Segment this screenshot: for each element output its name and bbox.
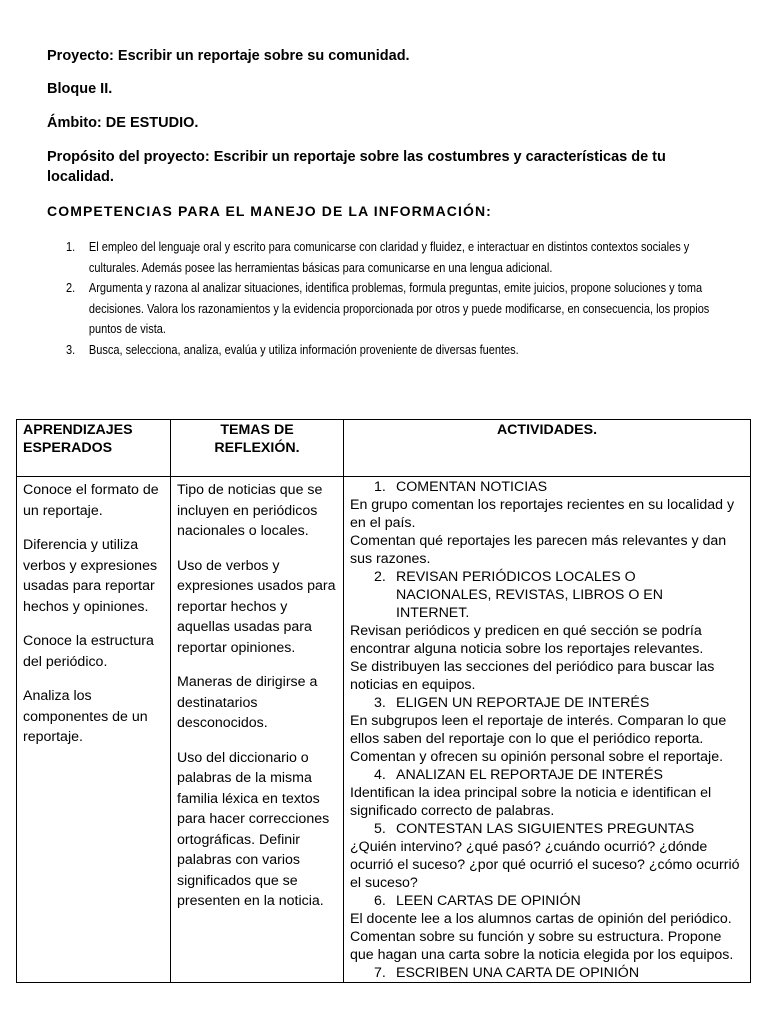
bloque-line: Bloque II.: [47, 81, 113, 97]
actividad-text: Comentan y ofrecen su opinión personal sobre el reportaje.: [350, 749, 724, 765]
header-actividades: ACTIVIDADES.: [344, 420, 751, 477]
header-temas: TEMAS DE REFLEXIÓN.: [171, 420, 344, 477]
actividad-text: Identifican la idea principal sobre la noticia e identifican el significado correcto de palabras.: [350, 785, 712, 819]
actividades-cell: [344, 477, 751, 983]
actividad-text: Revisan periódicos y predicen en qué sección se podría encontrar alguna noticia sobre los reportajes relevantes.: [350, 623, 704, 657]
actividad-title: 3. ELIGEN UN REPORTAJE DE INTERÉS: [374, 695, 650, 711]
actividad-title: 6. LEEN CARTAS DE OPINIÓN: [374, 893, 581, 909]
aprendizaje-item: Conoce la estructura del periódico.: [23, 633, 154, 670]
proposito-line: Propósito del proyecto: Escribir un reportaje sobre las costumbres y características de tu localidad.: [47, 149, 666, 185]
competencia-item: 3. Busca, selecciona, analiza, evalúa y utiliza información proveniente de diversas fuentes.: [66, 342, 519, 357]
proyecto-line: Proyecto: Escribir un reportaje sobre su comunidad.: [47, 48, 410, 64]
actividad-text: En grupo comentan los reportajes recientes en su localidad y en el país.: [350, 497, 735, 531]
competencias-title: COMPETENCIAS PARA EL MANEJO DE LA INFORMACIÓN:: [47, 203, 492, 219]
ambito-line: Ámbito: DE ESTUDIO.: [47, 115, 199, 131]
tema-item: Uso de verbos y expresiones usados para reportar hechos y aquellas usadas para reportar opiniones.: [177, 557, 336, 656]
actividad-title: 1. COMENTAN NOTICIAS: [374, 479, 548, 495]
actividad-title: 7. ESCRIBEN UNA CARTA DE OPINIÓN: [374, 965, 640, 981]
actividad-title: 5. CONTESTAN LAS SIGUIENTES PREGUNTAS: [374, 821, 695, 837]
actividad-text: En subgrupos leen el reportaje de interés. Comparan lo que ellos saben del reportaje con lo que el periódico reporta.: [350, 713, 727, 747]
aprendizaje-item: Conoce el formato de un reportaje.: [23, 482, 159, 519]
table-row: [17, 477, 751, 983]
header-aprendizajes: APRENDIZAJES ESPERADOS: [17, 420, 171, 477]
tema-item: Maneras de dirigirse a destinatarios desconocidos.: [177, 674, 318, 731]
competencias-list: [66, 237, 710, 360]
actividad-title: 2. REVISAN PERIÓDICOS LOCALES O NACIONALES, REVISTAS, LIBROS O EN INTERNET.: [374, 569, 664, 621]
aprendizaje-item: Diferencia y utiliza verbos y expresiones usadas para reportar hechos y opiniones.: [23, 537, 158, 615]
tema-item: Tipo de noticias que se incluyen en periódicos nacionales o locales.: [177, 482, 323, 539]
actividad-text: ¿Quién intervino? ¿qué pasó? ¿cuándo ocurrió? ¿dónde ocurrió el suceso? ¿por qué ocurrió el suceso? ¿cómo ocurrió el suceso?: [350, 839, 740, 891]
planning-table: [16, 419, 751, 983]
aprendizaje-item: Analiza los componentes de un reportaje.: [23, 688, 148, 745]
actividad-text: Comentan qué reportajes les parecen más relevantes y dan sus razones.: [350, 533, 727, 567]
tema-item: Uso del diccionario o palabras de la misma familia léxica en textos para hacer correcciones ortográficas. Definir palabras con varios significados que se presenten en la noticia.: [177, 749, 330, 909]
actividad-text: El docente lee a los alumnos cartas de opinión del periódico. Comentan sobre su función y sobre su estructura. Propone que hagan una carta sobre la noticia elegida por los equipos.: [350, 911, 734, 963]
aprendizajes-cell: [17, 477, 171, 983]
competencia-item: 2. Argumenta y razona al analizar situaciones, identifica problemas, formula preguntas, emite juicios, propone soluciones y toma decisiones. Valora los razonamientos y la evidencia proporcionada por otros y puede modificarse, en consecuencia, los propios puntos de vista.: [66, 281, 710, 336]
table-header-row: [17, 420, 751, 477]
competencia-item: 1. El empleo del lenguaje oral y escrito para comunicarse con claridad y fluidez, e interactuar en distintos contextos sociales y culturales. Además posee las herramientas básicas para comunicarse en una lengua adicional.: [66, 240, 690, 275]
temas-cell: [171, 477, 344, 983]
actividad-text: Se distribuyen las secciones del periódico para buscar las noticias en equipos.: [350, 659, 715, 693]
actividad-title: 4. ANALIZAN EL REPORTAJE DE INTERÉS: [374, 767, 663, 783]
